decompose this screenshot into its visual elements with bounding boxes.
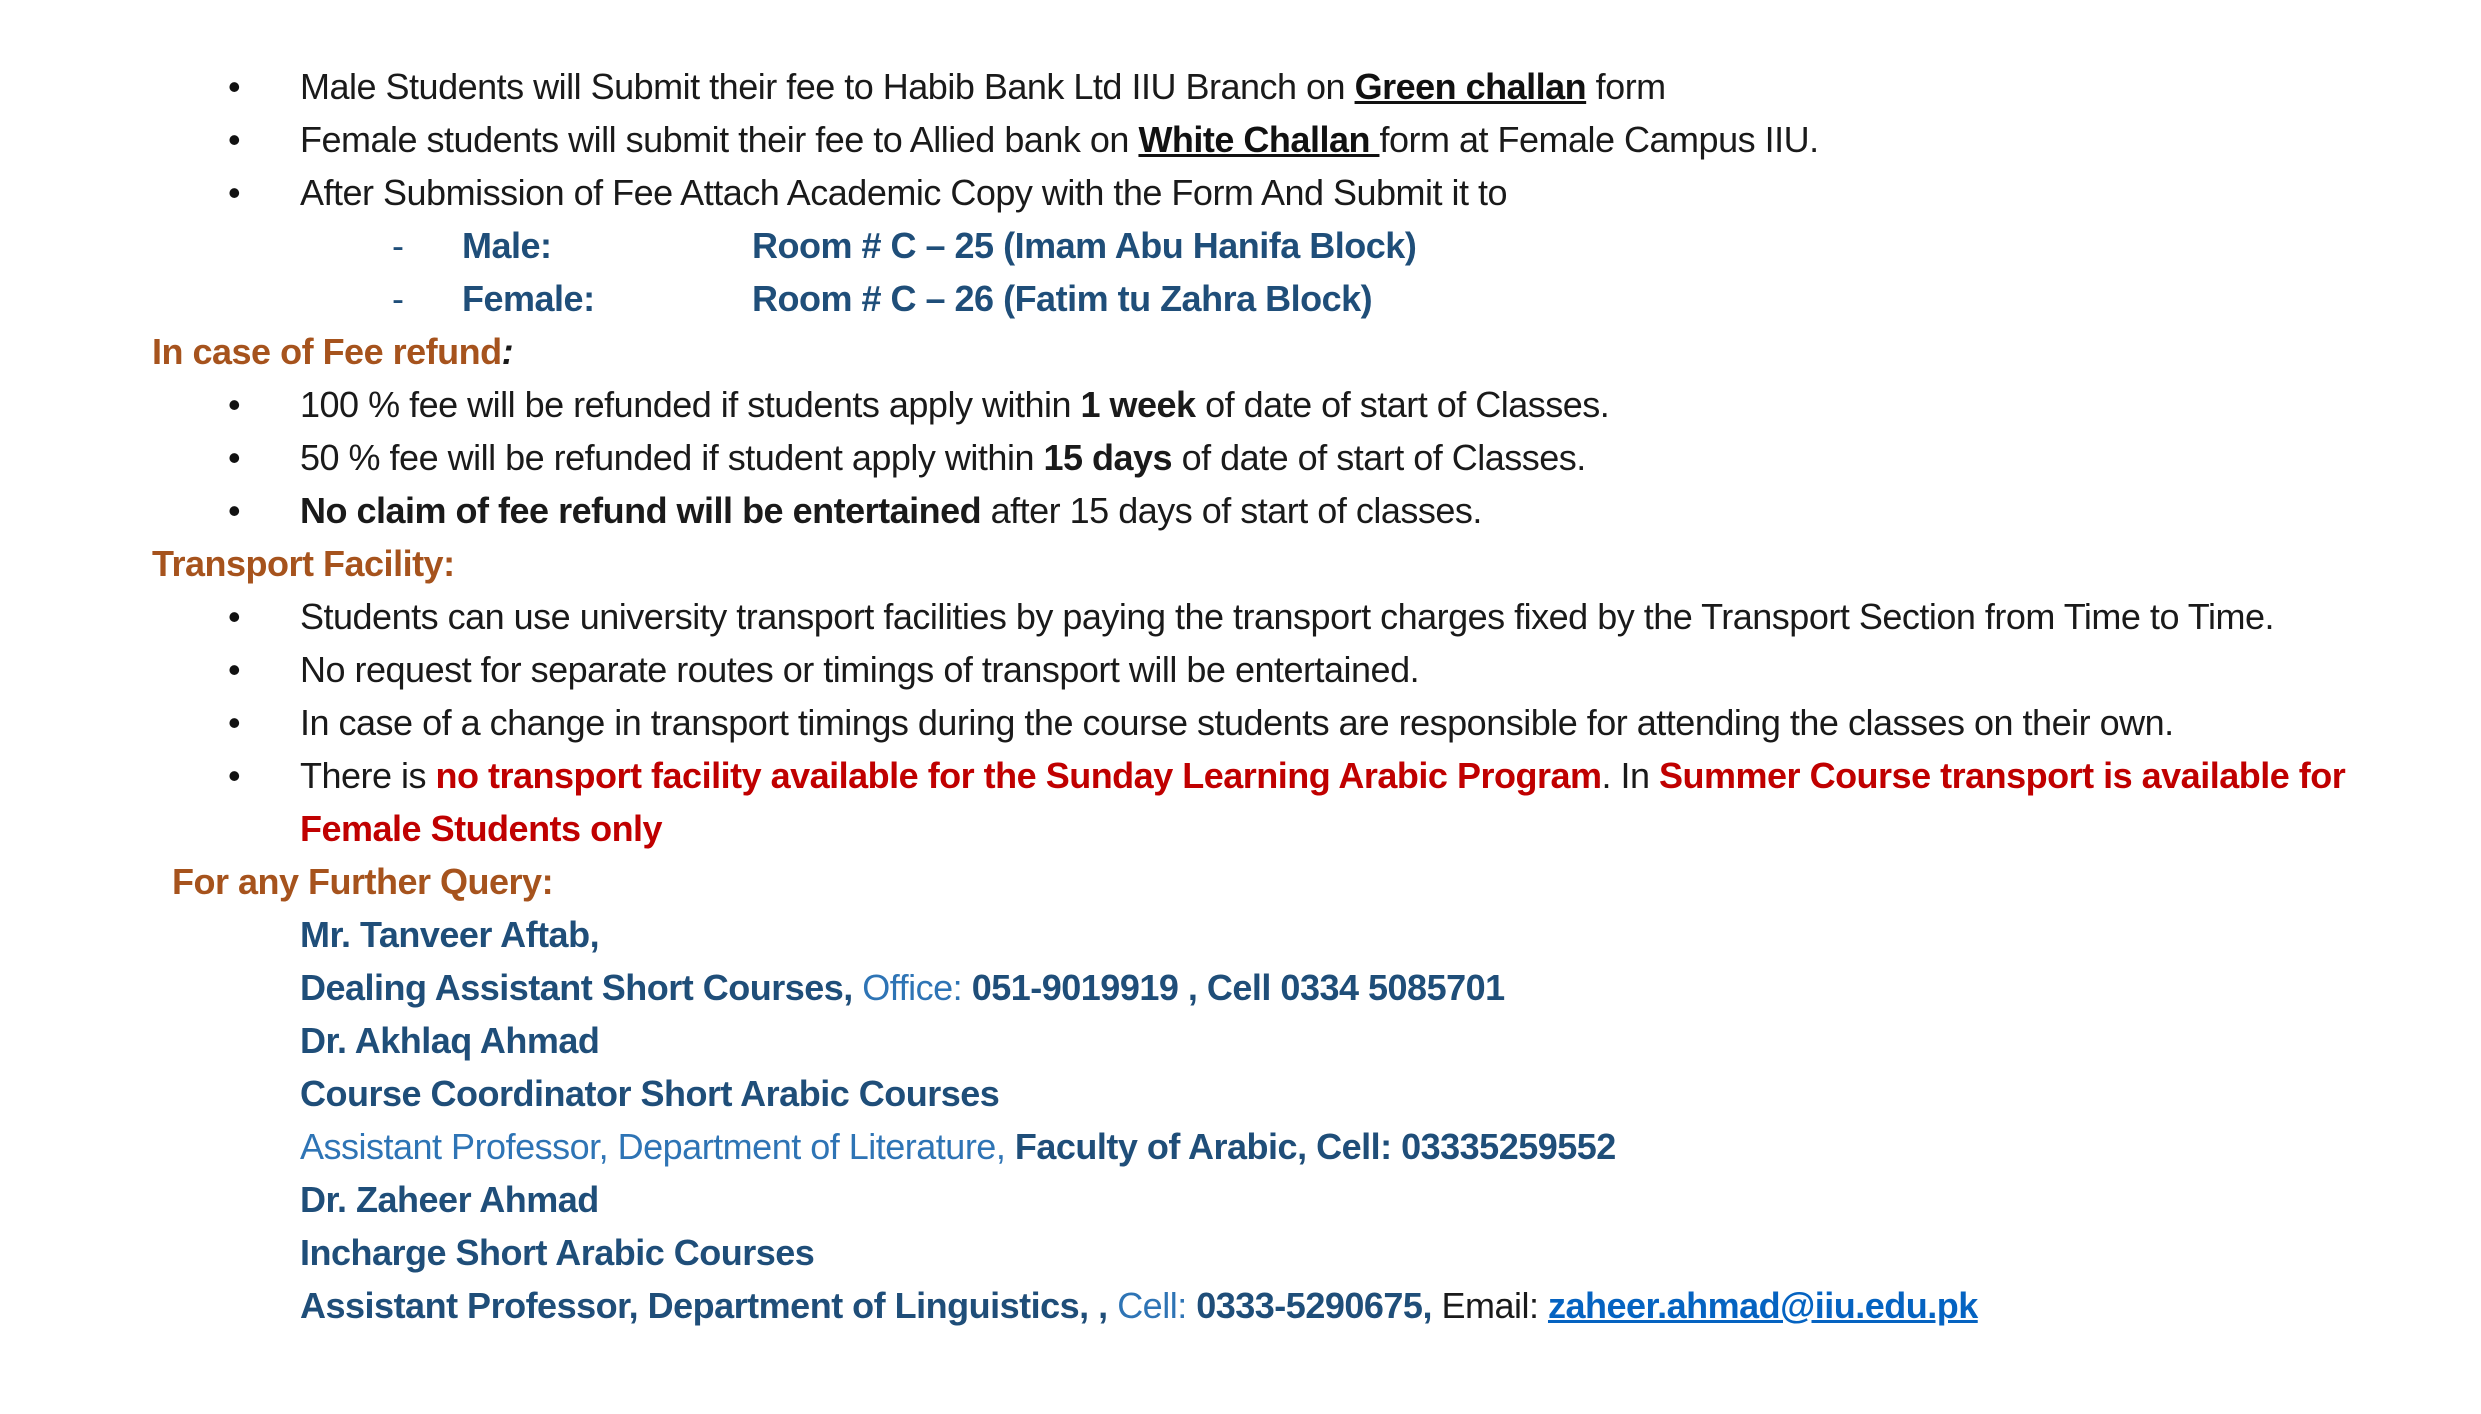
text-segment: 100 % fee will be refunded if students apply within xyxy=(300,384,1081,425)
bullet-icon: • xyxy=(228,596,241,637)
one-week-emphasis: 1 week xyxy=(1080,384,1196,425)
bullet-text: No request for separate routes or timings of transport will be entertained. xyxy=(300,649,1420,690)
white-challan-emphasis: White Challan xyxy=(1138,119,1380,160)
female-label: Female: xyxy=(462,278,595,319)
email-label: Email: xyxy=(1431,1285,1548,1326)
heading-colon: : xyxy=(501,331,514,372)
bullet-icon: • xyxy=(228,755,241,796)
no-transport-warning: no transport facility available for the Sunday Learning Arabic Program xyxy=(435,755,1602,796)
cell-number: 0333-5290675, xyxy=(1196,1285,1432,1326)
bullet-text: After Submission of Fee Attach Academic Copy with the Form And Submit it to xyxy=(300,172,1508,213)
bullet-text: Students can use university transport facilities by paying the transport charges fixed by the Transport Section from Time to Time. xyxy=(300,596,2274,637)
green-challan-emphasis: Green challan xyxy=(1354,66,1587,107)
heading-text: In case of Fee refund xyxy=(152,331,502,372)
refund-section-heading xyxy=(152,325,2481,378)
transport-bullet-sunday-program xyxy=(0,749,2481,855)
heading-text: For any Further Query: xyxy=(172,861,554,902)
refund-bullet-50 xyxy=(0,431,2481,484)
bullet-icon: • xyxy=(228,437,241,478)
fifteen-days-emphasis: 15 days xyxy=(1043,437,1173,478)
dash-icon: - xyxy=(392,278,404,319)
submit-room-male-row xyxy=(0,219,2481,272)
phone-numbers: 051-9019919 , Cell 0334 5085701 xyxy=(971,967,1505,1008)
contact-name-zaheer-ahmad: Dr. Zaheer Ahmad xyxy=(300,1179,599,1220)
transport-section-heading xyxy=(152,537,2481,590)
title-segment: Assistant Professor, Department of Linguistics, , xyxy=(300,1285,1118,1326)
query-section-heading xyxy=(172,855,2481,908)
bullet-text xyxy=(300,431,1586,484)
bullet-icon: • xyxy=(228,66,241,107)
transport-bullet-timings-change xyxy=(0,696,2481,749)
cell-colon: : xyxy=(1177,1285,1197,1326)
fee-bullet-female-students xyxy=(0,113,2481,166)
bullet-icon: • xyxy=(228,172,241,213)
refund-bullet-100 xyxy=(0,378,2481,431)
title-segment: Assistant Professor, Department of Literature, xyxy=(300,1126,1015,1167)
submit-room-female-row xyxy=(0,272,2481,325)
email-link[interactable]: zaheer.ahmad@iiu.edu.pk xyxy=(1547,1285,1978,1326)
male-room-value: Room # C – 25 (Imam Abu Hanifa Block) xyxy=(752,225,1417,266)
bullet-icon: • xyxy=(228,649,241,690)
faculty-cell-segment: Faculty of Arabic, Cell: 03335259552 xyxy=(1014,1126,1616,1167)
office-label: Office: xyxy=(852,967,972,1008)
text-segment: Female students will submit their fee to Allied bank on xyxy=(300,119,1139,160)
bullet-icon: • xyxy=(228,119,241,160)
fee-bullet-after-submission xyxy=(0,166,2481,219)
transport-bullet-charges xyxy=(0,590,2481,643)
refund-bullet-no-claim xyxy=(0,484,2481,537)
bullet-icon: • xyxy=(228,384,241,425)
contact-name-tanveer-aftab: Mr. Tanveer Aftab, xyxy=(300,914,600,955)
dash-icon: - xyxy=(392,225,404,266)
text-segment: 50 % fee will be refunded if student apply within xyxy=(300,437,1044,478)
cell-label: Cell xyxy=(1117,1285,1178,1326)
summer-transport-warning: Summer Course transport is available for Female Students only xyxy=(300,755,2346,849)
bullet-text xyxy=(300,378,1609,431)
contact-name-akhlaq-ahmad: Dr. Akhlaq Ahmad xyxy=(300,1020,600,1061)
no-claim-emphasis: No claim of fee refund will be entertained xyxy=(300,490,982,531)
contact-role-akhlaq-ahmad: Course Coordinator Short Arabic Courses xyxy=(300,1073,1000,1114)
bullet-text: In case of a change in transport timings during the course students are responsible for attending the classes on their own. xyxy=(300,702,2174,743)
heading-text: Transport Facility: xyxy=(152,543,455,584)
transport-bullet-no-request xyxy=(0,643,2481,696)
role-segment: Dealing Assistant Short Courses, xyxy=(300,967,853,1008)
text-segment: of date of start of Classes. xyxy=(1195,384,1610,425)
contact-role-zaheer-ahmad: Incharge Short Arabic Courses xyxy=(300,1232,815,1273)
text-segment: after 15 days of start of classes. xyxy=(981,490,1482,531)
bullet-text xyxy=(300,749,2400,855)
text-segment: of date of start of Classes. xyxy=(1172,437,1586,478)
text-segment: form xyxy=(1586,66,1666,107)
text-segment: There is xyxy=(300,755,436,796)
contact-role-tanveer-aftab xyxy=(300,961,2481,1014)
bullet-icon: • xyxy=(228,702,241,743)
contact-title-akhlaq-ahmad xyxy=(300,1120,2481,1173)
female-room-value: Room # C – 26 (Fatim tu Zahra Block) xyxy=(752,278,1373,319)
bullet-text xyxy=(300,113,1819,166)
bullet-text xyxy=(300,484,1482,537)
text-segment: . In xyxy=(1601,755,1660,796)
male-label: Male: xyxy=(462,225,552,266)
contact-title-zaheer-ahmad xyxy=(300,1279,2481,1332)
text-segment: Male Students will Submit their fee to Habib Bank Ltd IIU Branch on xyxy=(300,66,1355,107)
fee-bullet-male-students xyxy=(0,60,2481,113)
bullet-text xyxy=(300,60,1666,113)
bullet-icon: • xyxy=(228,490,241,531)
text-segment: form at Female Campus IIU. xyxy=(1379,119,1819,160)
